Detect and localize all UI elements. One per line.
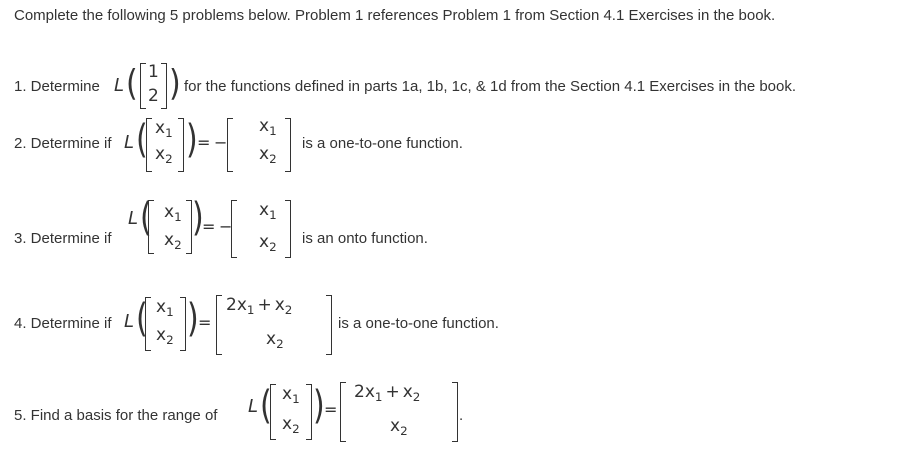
left-bracket — [146, 118, 152, 172]
vector-entry-x1: $x_1$ — [282, 384, 300, 407]
problem-3-prefix: 3. Determine if — [14, 230, 112, 247]
vector-entry-x2: $x_2$ — [155, 144, 173, 167]
problem-5-prefix: 5. Find a basis for the range of — [14, 407, 218, 424]
operator-L: L — [124, 132, 135, 153]
equals-sign: = — [198, 313, 212, 332]
right-bracket — [285, 200, 291, 258]
left-bracket — [216, 295, 222, 355]
vector-entry-2x1-plus-x2: $2x_1 + x_2$ — [226, 295, 293, 318]
problem-3-expression — [124, 195, 299, 258]
left-paren: ( — [260, 383, 272, 430]
right-bracket — [180, 297, 186, 351]
vector-entry-x2: $x_2$ — [156, 325, 174, 348]
vector-entry-x2: $x_2$ — [390, 416, 408, 439]
left-paren: ( — [136, 117, 148, 164]
problem-2-prefix: 2. Determine if — [14, 135, 112, 152]
right-bracket — [178, 118, 184, 172]
operator-L: L — [128, 208, 139, 229]
vector-entry-1: 1 — [148, 62, 159, 82]
vector-entry-x1: $x_1$ — [156, 297, 174, 320]
vector-entry-x1: $x_1$ — [259, 116, 277, 139]
right-paren: ) — [187, 296, 199, 343]
vector-entry-2: 2 — [148, 86, 159, 106]
right-paren: ) — [169, 62, 181, 105]
left-bracket — [270, 384, 276, 440]
right-paren: ) — [192, 195, 204, 242]
left-bracket — [140, 63, 146, 109]
problem-1-prefix: 1. Determine — [14, 78, 100, 95]
vector-entry-x1: $x_1$ — [259, 200, 277, 223]
problem-5-suffix: . — [459, 407, 464, 424]
vector-entry-x2: $x_2$ — [259, 144, 277, 167]
operator-L: L — [114, 75, 125, 96]
vector-entry-x2: $x_2$ — [266, 329, 284, 352]
problem-1-expression — [112, 61, 182, 111]
problem-1-suffix: for the functions defined in parts 1a, 1b, 1c, & 1d from the Section 4.1 Exercises in the book. — [184, 78, 797, 95]
left-bracket — [145, 297, 151, 351]
equals-sign: = — [324, 400, 338, 419]
equals-sign: = — [202, 217, 216, 236]
vector-entry-x1: $x_1$ — [164, 202, 182, 225]
right-bracket — [306, 384, 312, 440]
instructions-text: Complete the following 5 problems below. Problem 1 references Problem 1 from Section 4.1 Exercises in the book. — [14, 7, 776, 24]
problem-3-suffix: is an onto function. — [302, 230, 428, 247]
vector-entry-x1: $x_1$ — [155, 118, 173, 141]
problem-2-suffix: is a one-to-one function. — [302, 135, 463, 152]
minus-sign: − — [214, 133, 228, 152]
vector-entry-2x1-plus-x2: $2x_1 + x_2$ — [354, 382, 421, 405]
vector-entry-x2: $x_2$ — [164, 230, 182, 253]
left-bracket — [227, 118, 233, 172]
right-bracket — [285, 118, 291, 172]
right-paren: ) — [186, 117, 198, 164]
operator-L: L — [124, 311, 135, 332]
problem-5-expression — [248, 380, 468, 442]
right-paren: ) — [313, 383, 325, 430]
right-bracket — [452, 382, 458, 442]
problem-4-expression — [124, 293, 339, 353]
right-bracket — [161, 63, 167, 109]
problem-4-prefix: 4. Determine if — [14, 315, 112, 332]
left-paren: ( — [136, 296, 148, 343]
equals-sign: = — [197, 133, 211, 152]
operator-L: L — [248, 396, 259, 417]
problem-2-expression — [124, 116, 299, 172]
minus-sign: − — [219, 217, 233, 236]
left-bracket — [148, 200, 154, 254]
left-paren: ( — [140, 195, 152, 242]
left-paren: ( — [126, 62, 138, 105]
left-bracket — [340, 382, 346, 442]
left-bracket — [231, 200, 237, 258]
problem-4-suffix: is a one-to-one function. — [338, 315, 499, 332]
right-bracket — [326, 295, 332, 355]
vector-entry-x2: $x_2$ — [259, 232, 277, 255]
vector-entry-x2: $x_2$ — [282, 414, 300, 437]
